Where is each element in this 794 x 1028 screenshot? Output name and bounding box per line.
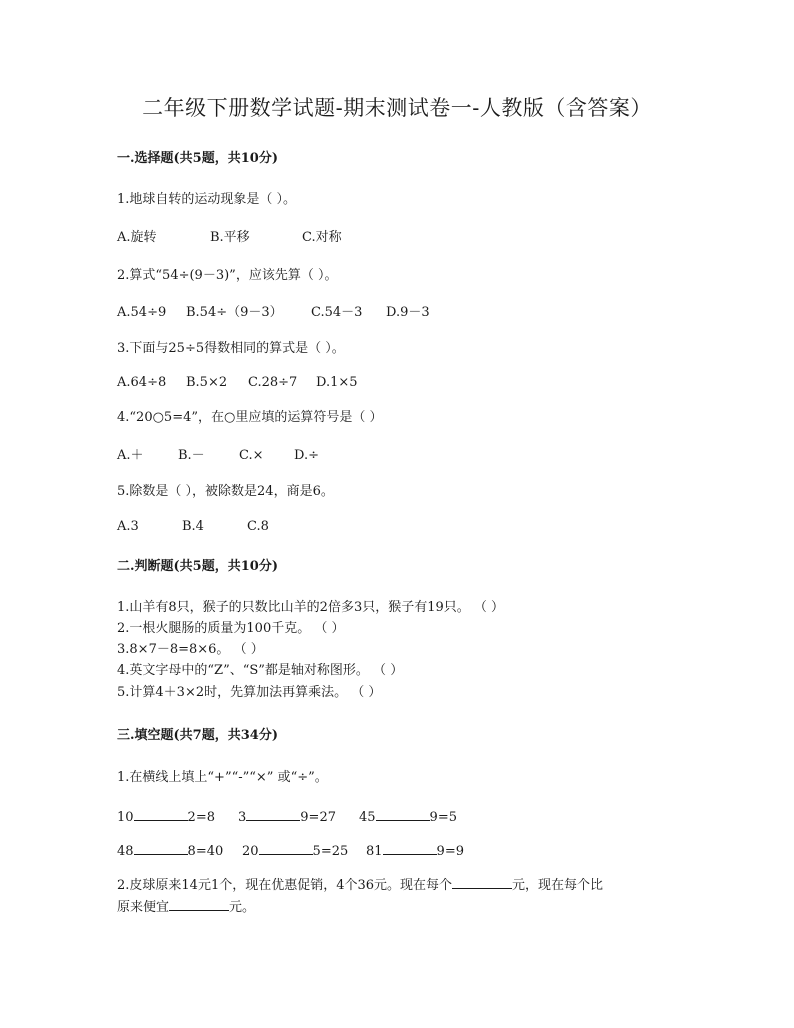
expr-right: 8=40: [187, 844, 224, 859]
expr-left: 10: [117, 810, 134, 825]
question-4-stem: 4.“20○5=4”，在○里应填的运算符号是（ ）: [117, 410, 383, 425]
fill-expression: [117, 842, 242, 860]
option-b: B.平移: [210, 230, 250, 245]
fill-expression: [238, 808, 359, 826]
option-b: B.－: [178, 448, 205, 463]
question-3-options: [117, 375, 358, 391]
judge-item: 1.山羊有8只，猴子的只数比山羊的2倍多3只，猴子有19只。 （ ）: [117, 600, 505, 615]
option-d: D.9－3: [386, 305, 430, 320]
fill-row-2: [117, 842, 464, 860]
question-5-stem: 5.除数是（ ），被除数是24，商是6。: [117, 484, 334, 499]
answer-blank[interactable]: [376, 808, 430, 821]
fill-question-1-stem: 1.在横线上填上“+”“-”“×” 或“÷”。: [117, 770, 328, 785]
option-c: C.对称: [302, 230, 342, 245]
option-d: D.÷: [294, 448, 319, 463]
question-2-stem: 2.算式“54÷(9－3)”，应该先算（ ）。: [117, 268, 338, 283]
answer-blank[interactable]: [383, 842, 437, 855]
expr-right: 9=9: [436, 844, 464, 859]
section-heading-choice: 一.选择题(共5题，共10分): [117, 151, 278, 166]
option-a: A.54÷9: [117, 305, 167, 320]
expr-right: 2=8: [187, 810, 215, 825]
question-3-stem: 3.下面与25÷5得数相同的算式是（ ）。: [117, 341, 345, 356]
answer-blank[interactable]: [259, 842, 313, 855]
option-c: C.8: [247, 519, 269, 534]
option-a: A.旋转: [117, 230, 157, 245]
section-heading-fill: 三.填空题(共7题，共34分): [117, 728, 278, 743]
answer-blank[interactable]: [246, 808, 300, 821]
page-title: 二年级下册数学试题-期末测试卷一-人教版（含答案）: [142, 96, 652, 120]
question-5-options: [117, 519, 269, 535]
judge-item: 4.英文字母中的“Z”、“S”都是轴对称图形。 （ ）: [117, 663, 404, 678]
judge-item: 5.计算4＋3×2时，先算加法再算乘法。 （ ）: [117, 685, 382, 700]
option-b: B.4: [182, 519, 204, 534]
fill-question-2-line-2: [117, 898, 255, 916]
expr-left: 45: [359, 810, 376, 825]
answer-blank[interactable]: [169, 898, 229, 911]
option-b: B.54÷（9－3）: [186, 305, 283, 320]
fill-question-2-text-4: 元。: [229, 900, 256, 915]
answer-blank[interactable]: [134, 808, 188, 821]
expr-right: 9=5: [429, 810, 457, 825]
option-b: B.5×2: [186, 375, 228, 390]
expr-right: 5=25: [312, 844, 349, 859]
expr-left: 81: [366, 844, 383, 859]
judge-item: 3.8×7－8=8×6。 （ ）: [117, 642, 264, 657]
expr-left: 3: [238, 810, 247, 825]
fill-expression: [366, 842, 464, 860]
question-1-options: [117, 230, 342, 246]
section-heading-judge: 二.判断题(共5题，共10分): [117, 559, 278, 574]
fill-expression: [242, 842, 366, 860]
option-a: A.3: [117, 519, 139, 534]
option-a: A.＋: [117, 448, 144, 463]
option-c: C.×: [239, 448, 264, 463]
expr-left: 20: [242, 844, 259, 859]
fill-expression: [359, 808, 457, 826]
option-d: D.1×5: [316, 375, 358, 390]
expr-right: 9=27: [300, 810, 336, 825]
fill-row-1: [117, 808, 457, 826]
fill-question-2-line-1: [117, 876, 603, 894]
question-2-options: [117, 305, 430, 321]
answer-blank[interactable]: [134, 842, 188, 855]
judge-item: 2.一根火腿肠的质量为100千克。 （ ）: [117, 621, 345, 636]
option-c: C.28÷7: [248, 375, 298, 390]
fill-expression: [117, 808, 238, 826]
question-4-options: [117, 448, 319, 464]
question-1-stem: 1.地球自转的运动现象是（ ）。: [117, 192, 297, 207]
fill-question-2-text-2: 元，现在每个比: [512, 878, 604, 893]
option-a: A.64÷8: [117, 375, 167, 390]
expr-left: 48: [117, 844, 134, 859]
option-c: C.54－3: [311, 305, 363, 320]
fill-question-2-text-3: 原来便宜: [117, 900, 170, 915]
answer-blank[interactable]: [452, 876, 512, 889]
fill-question-2-text-1: 2.皮球原来14元1个，现在优惠促销，4个36元。现在每个: [117, 878, 453, 893]
